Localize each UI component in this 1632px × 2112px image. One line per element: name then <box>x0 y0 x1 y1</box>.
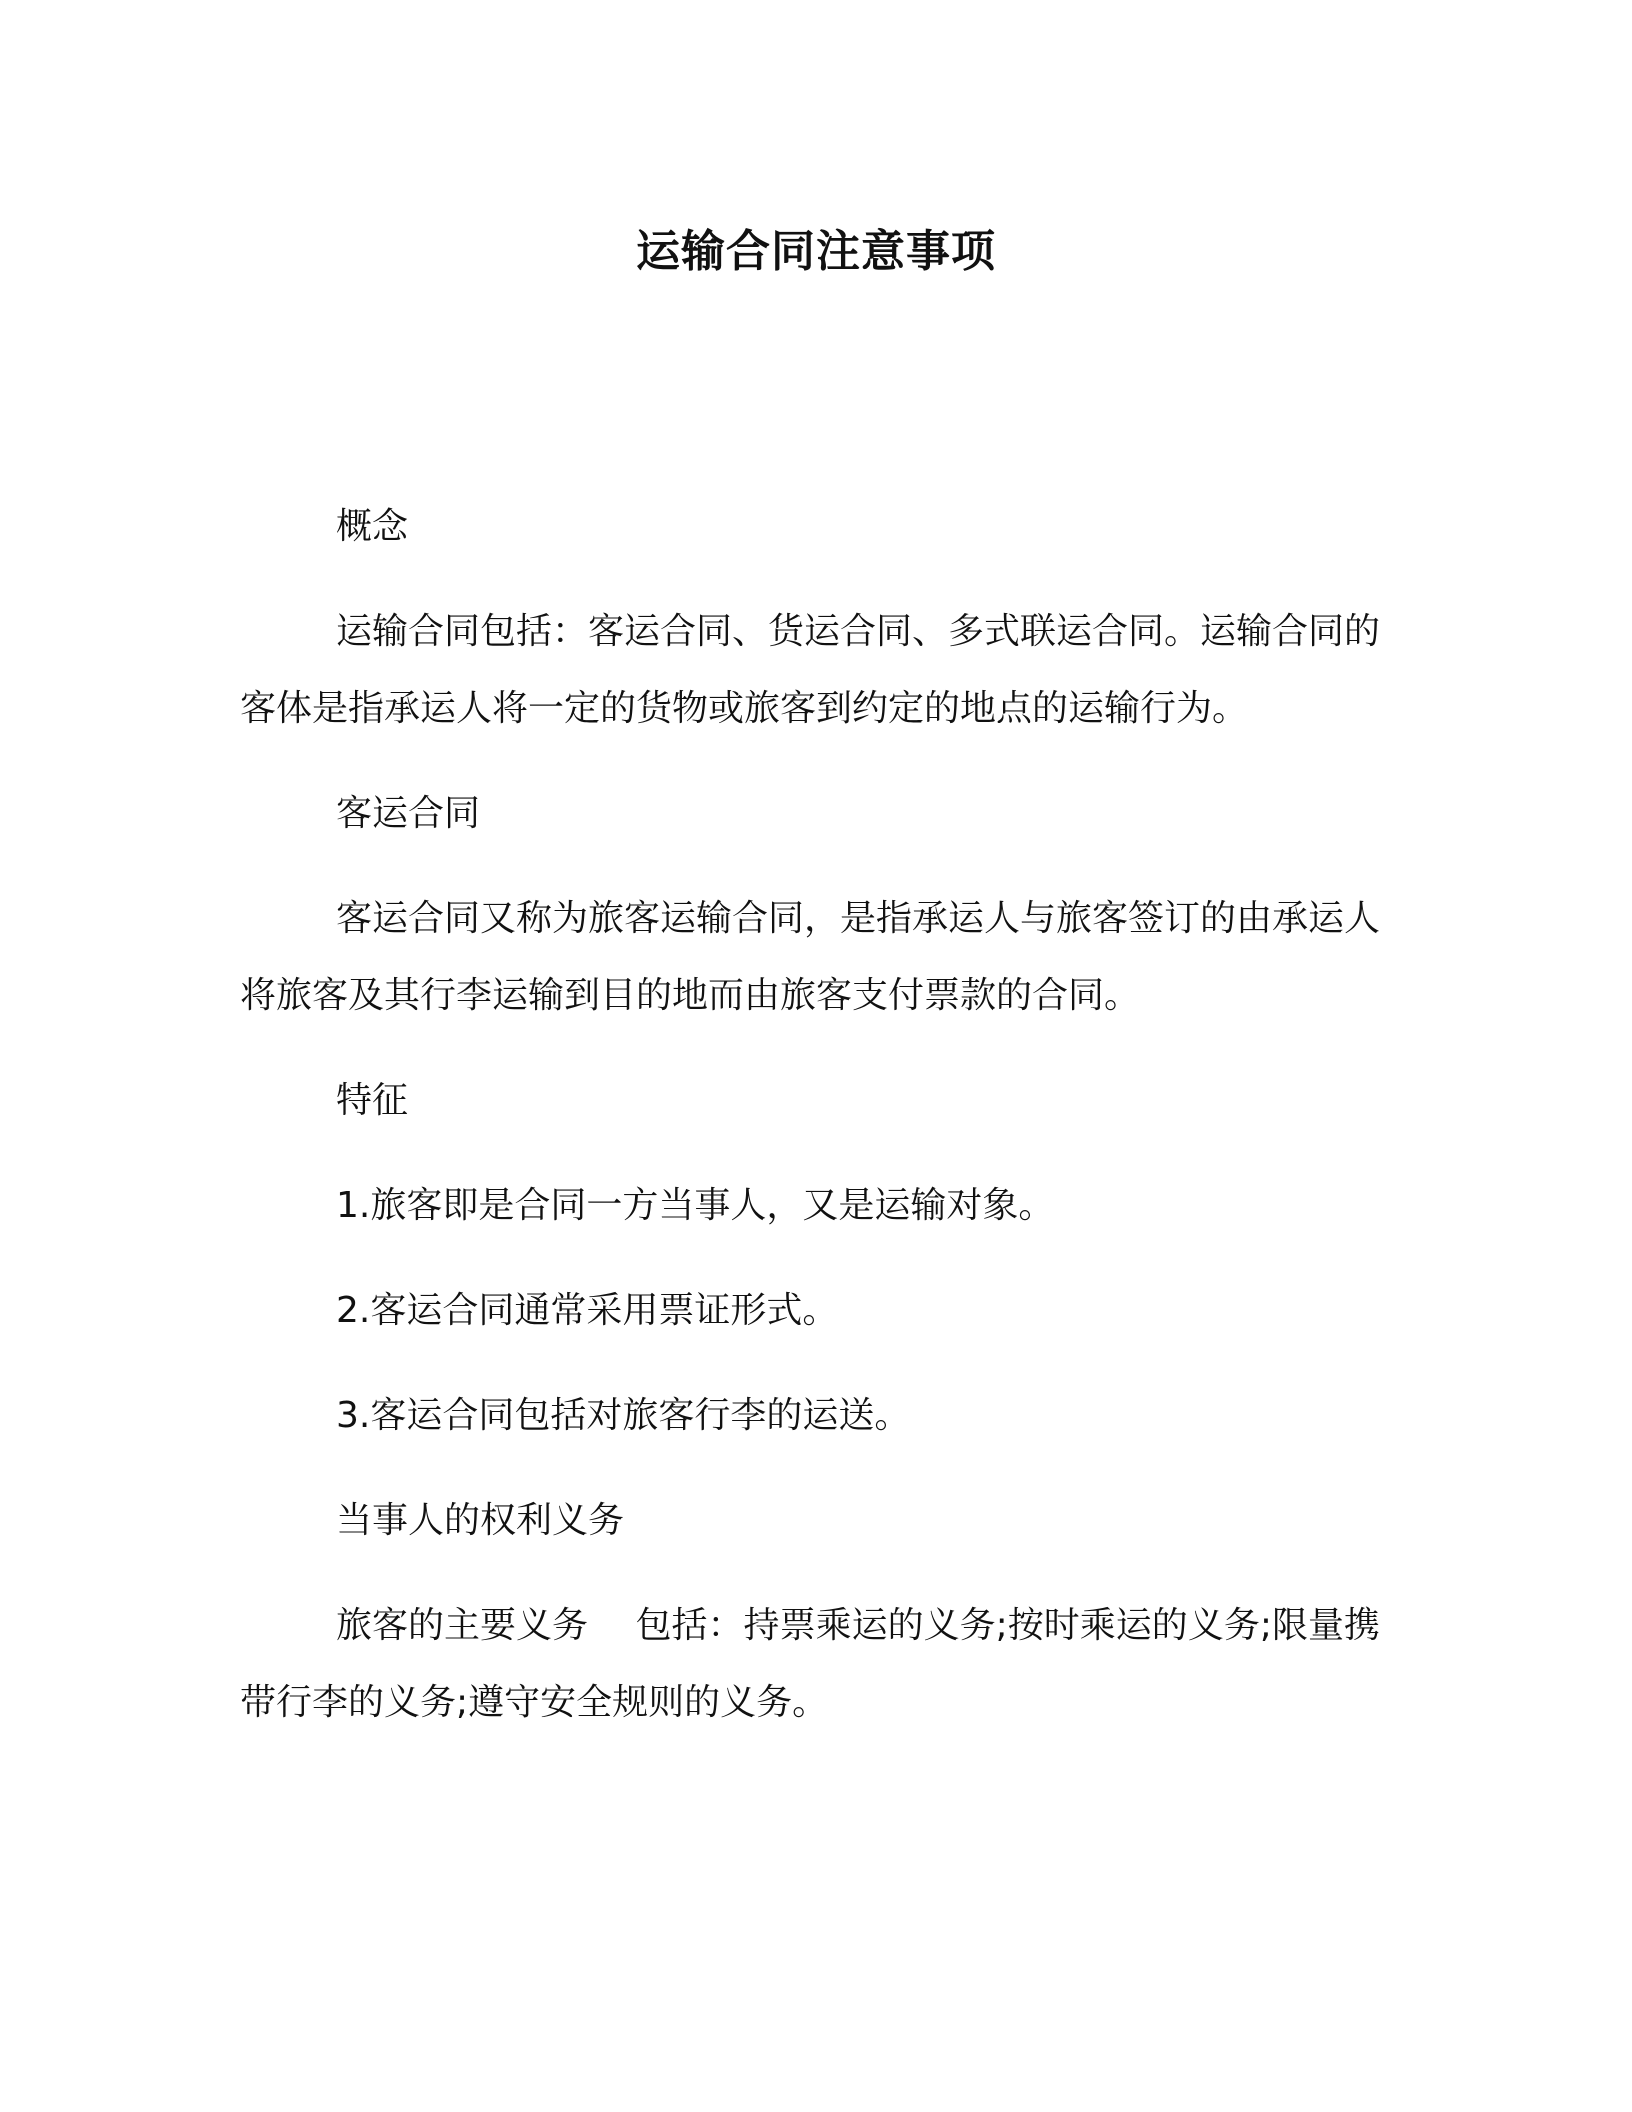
section-heading-concept: 概念 <box>336 506 409 547</box>
list-item-feature-2: 2.客运合同通常采用票证形式。 <box>336 1290 839 1331</box>
list-item-feature-1: 1.旅客即是合同一方当事人，又是运输对象。 <box>336 1185 1055 1226</box>
paragraph-passenger-contract: 客运合同又称为旅客运输合同，是指承运人与旅客签订的由承运人将旅客及其行李运输到目的地而由旅客支付票款的合同。 <box>240 898 1381 1016</box>
paragraph-passenger-obligations: 旅客的主要义务 包括：持票乘运的义务;按时乘运的义务;限量携带行李的义务;遵守安全规则的义务。 <box>240 1605 1380 1723</box>
section-heading-passenger-contract: 客运合同 <box>336 793 481 834</box>
section-heading-rights-obligations: 当事人的权利义务 <box>336 1500 625 1541</box>
document-body <box>240 488 1380 1769</box>
list-item-feature-3: 3.客运合同包括对旅客行李的运送。 <box>336 1395 911 1436</box>
document-title: 运输合同注意事项 <box>636 226 996 277</box>
section-heading-features: 特征 <box>336 1080 409 1121</box>
paragraph-concept: 运输合同包括：客运合同、货运合同、多式联运合同。运输合同的客体是指承运人将一定的货物或旅客到约定的地点的运输行为。 <box>240 611 1381 729</box>
